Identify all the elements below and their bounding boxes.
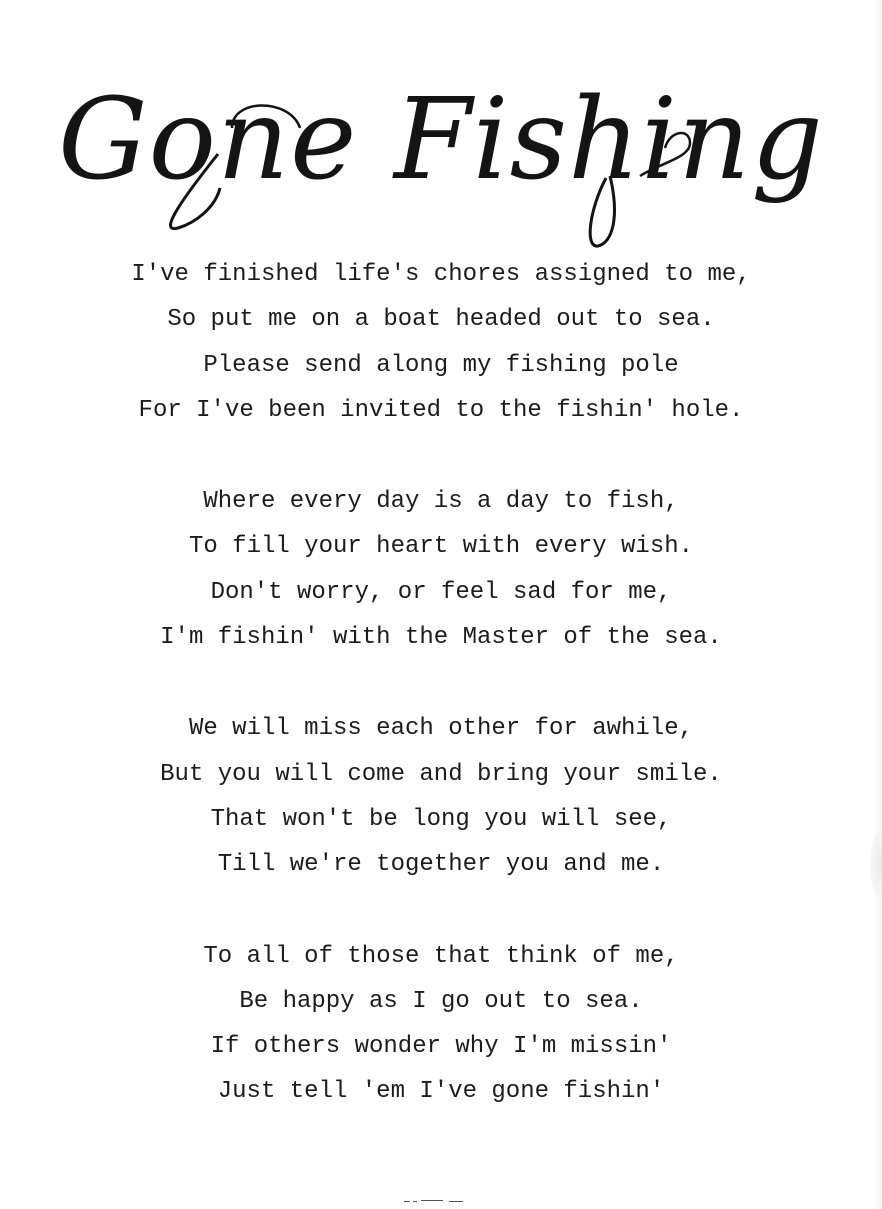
poem-line: Don't worry, or feel sad for me, bbox=[210, 578, 672, 606]
poem-line: For I've been invited to the fishin' hole. bbox=[138, 396, 744, 424]
title-text: Gone Fishing bbox=[58, 75, 824, 205]
stanza bbox=[0, 252, 882, 433]
footer-mark bbox=[404, 1198, 466, 1204]
poem-line: To fill your heart with every wish. bbox=[188, 533, 694, 561]
poem-line: We will miss each other for awhile, bbox=[188, 715, 694, 743]
poem-line: That won't be long you will see, bbox=[210, 805, 672, 833]
poem-line: I'm fishin' with the Master of the sea. bbox=[160, 624, 722, 652]
poem-line: Be happy as I go out to sea. bbox=[239, 987, 643, 1015]
poem-line: If others wonder why I'm missin' bbox=[210, 1033, 672, 1061]
poem-title bbox=[0, 58, 882, 258]
stanza bbox=[0, 934, 882, 1115]
poem-line: But you will come and bring your smile. bbox=[160, 760, 722, 788]
poem-line: I've finished life's chores assigned to me, bbox=[131, 261, 751, 288]
poem-line: To all of those that think of me, bbox=[203, 942, 679, 970]
poem-line: Please send along my fishing pole bbox=[203, 351, 679, 379]
poem-line: Where every day is a day to fish, bbox=[203, 488, 679, 516]
title-script bbox=[0, 58, 882, 258]
poem-line: Till we're together you and me. bbox=[217, 851, 665, 879]
poem-line: Just tell 'em I've gone fishin' bbox=[217, 1078, 665, 1106]
poem-line: So put me on a boat headed out to sea. bbox=[167, 306, 715, 334]
stanza bbox=[0, 479, 882, 660]
stanza bbox=[0, 706, 882, 887]
poem-body bbox=[0, 252, 882, 1161]
